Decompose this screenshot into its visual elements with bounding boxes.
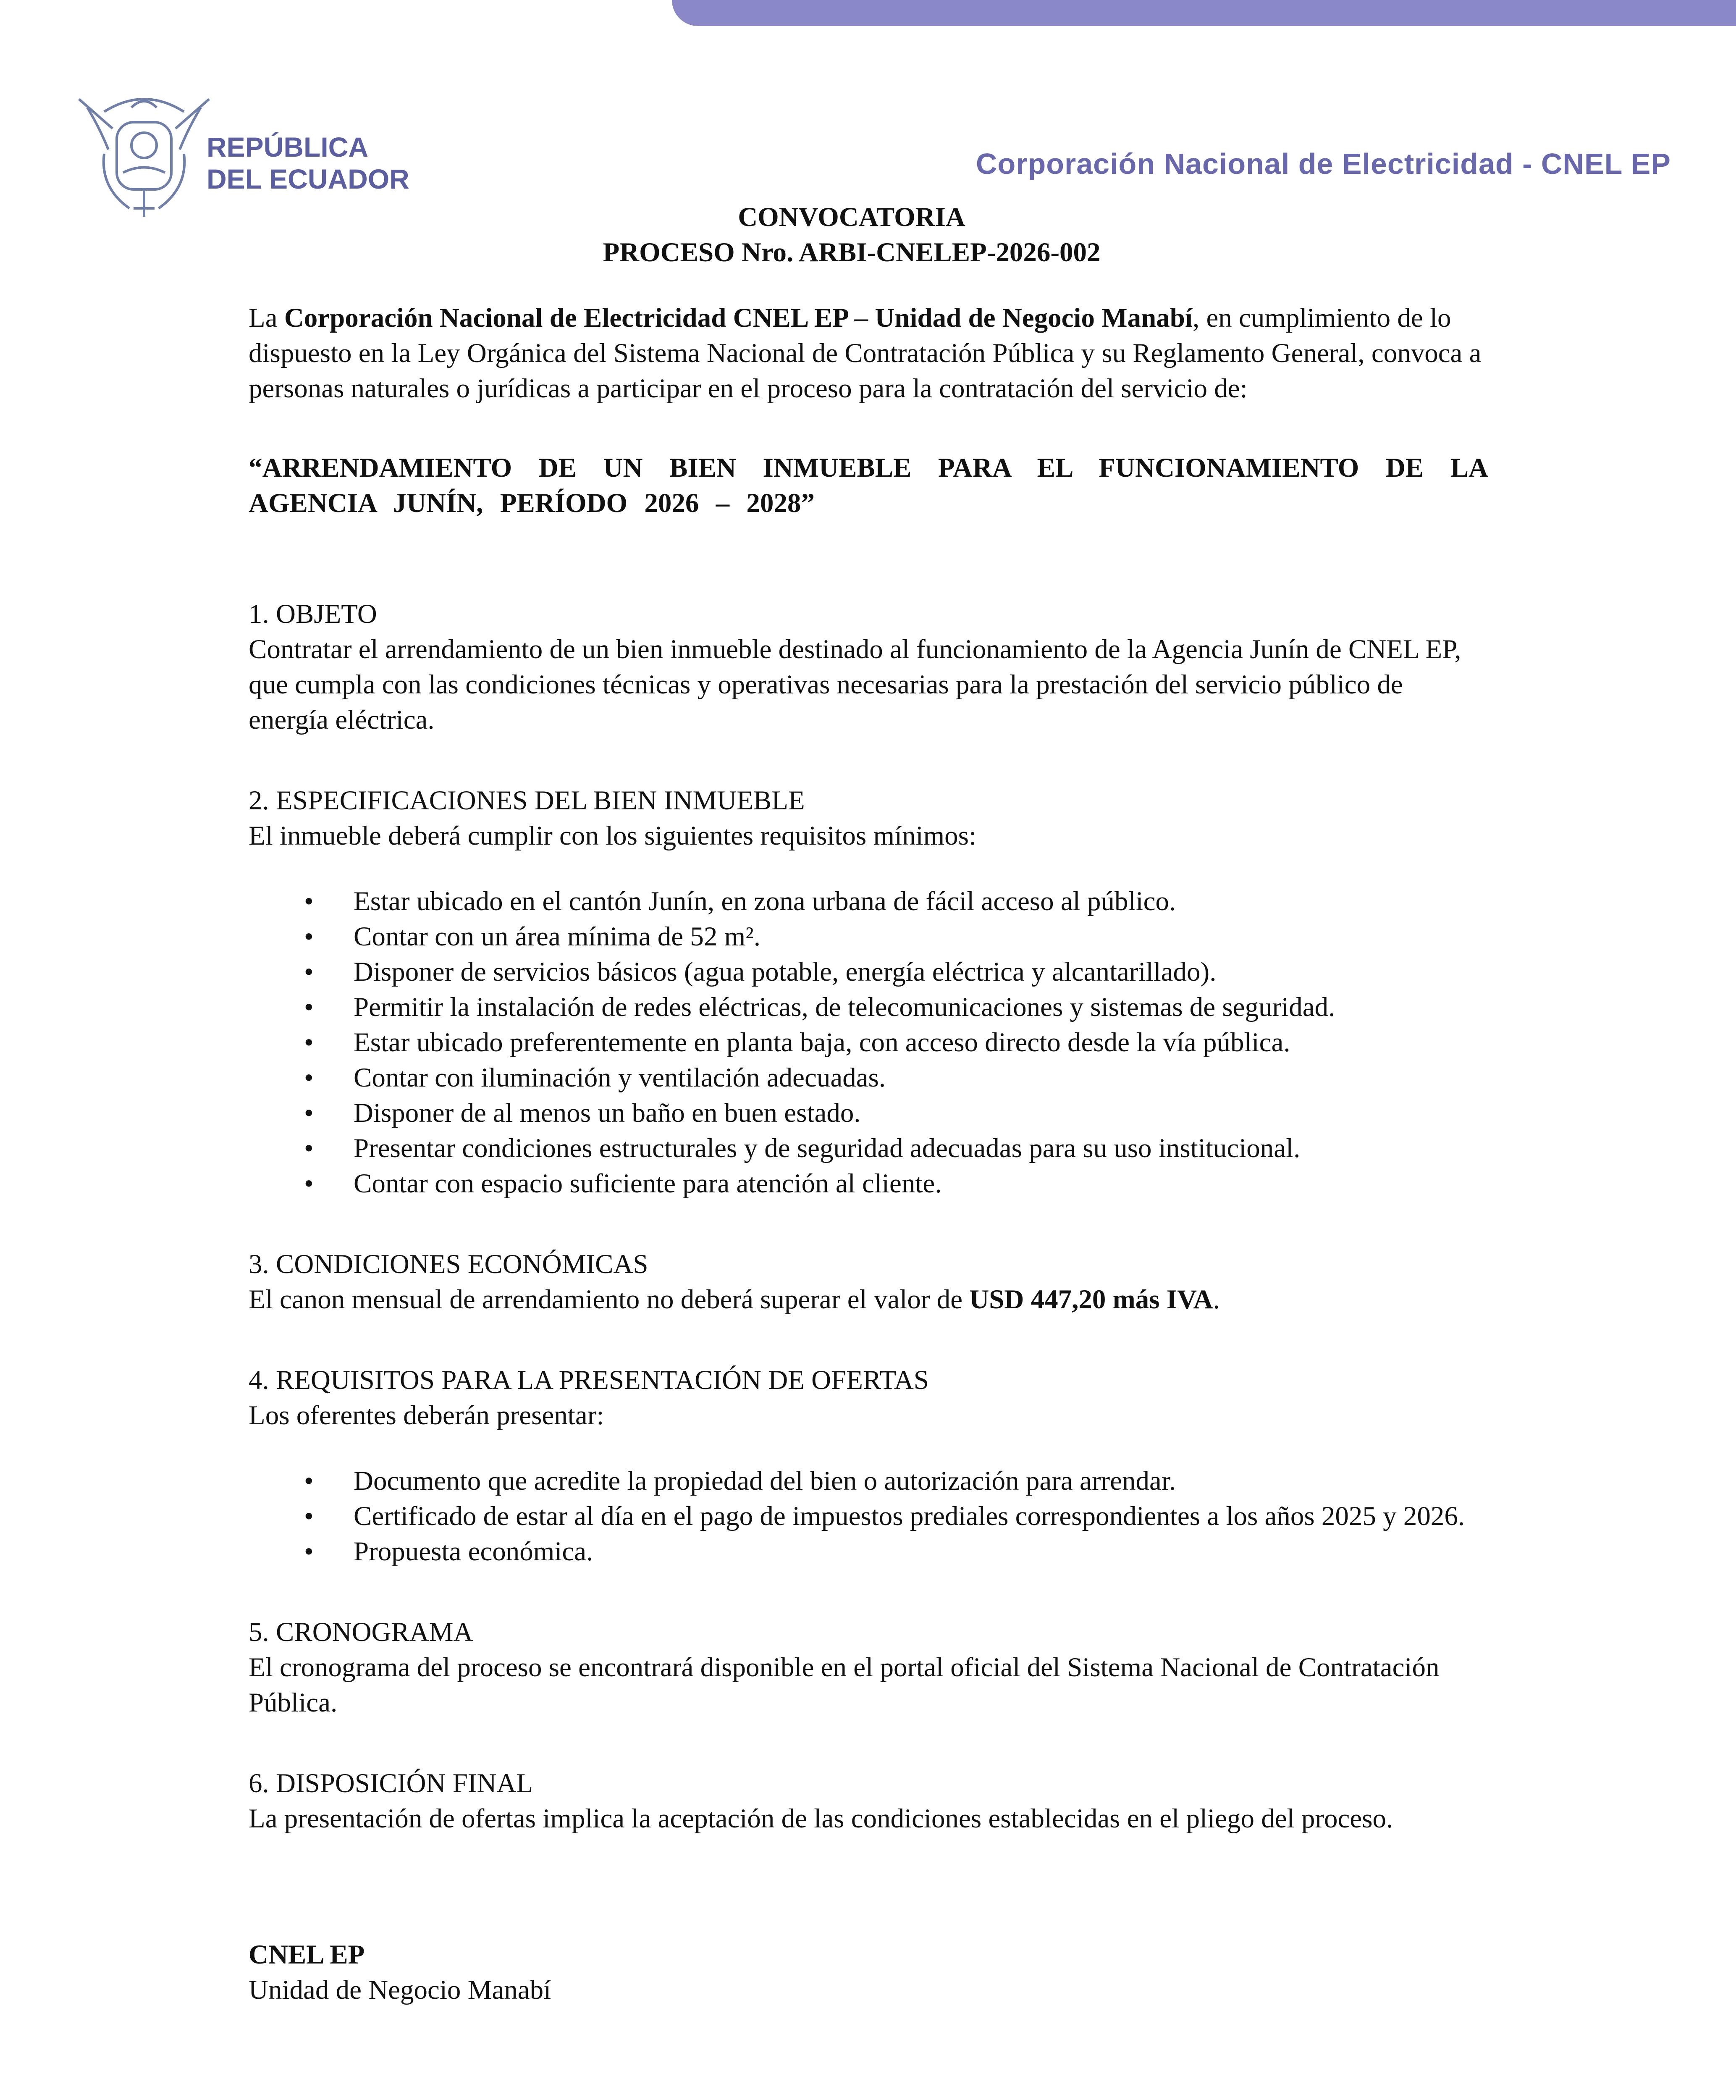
section-text-objeto: Contratar el arrendamiento de un bien inmueble destinado al funcionamiento de la Agencia Junín de CNEL EP, que cumpla con las condiciones técnicas y operativas necesarias para la prestación del servicio público de energía eléctrica. bbox=[249, 634, 1461, 735]
list-item: • Documento que acredite la propiedad del bien o autorización para arrendar. bbox=[249, 1463, 1488, 1499]
section-text-requisitos: Los oferentes deberán presentar: bbox=[249, 1400, 604, 1431]
coat-of-arms-icon bbox=[75, 82, 213, 221]
list-item: • Certificado de estar al día en el pago de impuestos prediales correspondientes a los años 2025 y 2026. bbox=[249, 1499, 1488, 1534]
corporation-name: Corporación Nacional de Electricidad - CNEL EP bbox=[976, 147, 1671, 180]
republic-name: REPÚBLICA DEL ECUADOR bbox=[207, 131, 409, 194]
especificaciones-list bbox=[249, 884, 1488, 1201]
section-text-economicas: El canon mensual de arrendamiento no deberá superar el valor de USD 447,20 más IVA. bbox=[249, 1284, 1220, 1315]
list-item: • Estar ubicado preferentemente en planta baja, con acceso directo desde la vía pública. bbox=[249, 1025, 1488, 1060]
max-amount: USD 447,20 más IVA bbox=[969, 1284, 1213, 1315]
section-text-disposicion: La presentación de ofertas implica la aceptación de las condiciones establecidas en el pliego del proceso. bbox=[249, 1803, 1393, 1834]
section-title-disposicion: 6. DISPOSICIÓN FINAL bbox=[249, 1768, 533, 1798]
signature-org: CNEL EP bbox=[249, 1940, 365, 1970]
list-item: • Estar ubicado en el cantón Junín, en zona urbana de fácil acceso al público. bbox=[249, 884, 1488, 919]
service-title: “ARRENDAMIENTO DE UN BIEN INMUEBLE PARA EL FUNCIONAMIENTO DE LA AGENCIA JUNÍN, PERÍODO 2026 – 2028” bbox=[249, 453, 1488, 518]
section-text-especificaciones: El inmueble deberá cumplir con los siguientes requisitos mínimos: bbox=[249, 821, 977, 851]
section-title-requisitos: 4. REQUISITOS PARA LA PRESENTACIÓN DE OFERTAS bbox=[249, 1365, 929, 1395]
signature-unit: Unidad de Negocio Manabí bbox=[249, 1975, 551, 2005]
section-title-especificaciones: 2. ESPECIFICACIONES DEL BIEN INMUEBLE bbox=[249, 785, 805, 816]
process-number: PROCESO Nro. ARBI-CNELEP-2026-002 bbox=[603, 237, 1101, 268]
section-title-objeto: 1. OBJETO bbox=[249, 599, 377, 629]
list-item: • Contar con un área mínima de 52 m². bbox=[249, 919, 1488, 954]
list-item: • Disponer de servicios básicos (agua potable, energía eléctrica y alcantarillado). bbox=[249, 954, 1488, 990]
list-item: • Contar con iluminación y ventilación adecuadas. bbox=[249, 1060, 1488, 1095]
list-item: • Presentar condiciones estructurales y de seguridad adecuadas para su uso institucional. bbox=[249, 1131, 1488, 1166]
document-body bbox=[249, 200, 1488, 2008]
intro-paragraph: La Corporación Nacional de Electricidad CNEL EP – Unidad de Negocio Manabí, en cumplimiento de lo dispuesto en la Ley Orgánica del Sistema Nacional de Contratación Pública y su Reglamento General, convoca a personas naturales o jurídicas a participar en el proceso para la contratación del servicio de: bbox=[249, 303, 1482, 404]
section-title-economicas: 3. CONDICIONES ECONÓMICAS bbox=[249, 1249, 648, 1279]
section-title-cronograma: 5. CRONOGRAMA bbox=[249, 1617, 473, 1647]
header-accent-band bbox=[672, 0, 1736, 26]
list-item: • Contar con espacio suficiente para atención al cliente. bbox=[249, 1166, 1488, 1201]
list-item: • Permitir la instalación de redes eléctricas, de telecomunicaciones y sistemas de seguridad. bbox=[249, 990, 1488, 1025]
requisitos-list bbox=[249, 1463, 1488, 1569]
section-text-cronograma: El cronograma del proceso se encontrará disponible en el portal oficial del Sistema Nacional de Contratación Pública. bbox=[249, 1652, 1440, 1718]
list-item: • Disponer de al menos un baño en buen estado. bbox=[249, 1095, 1488, 1131]
document-title: CONVOCATORIA bbox=[738, 202, 965, 232]
list-item: • Propuesta económica. bbox=[249, 1534, 1488, 1569]
